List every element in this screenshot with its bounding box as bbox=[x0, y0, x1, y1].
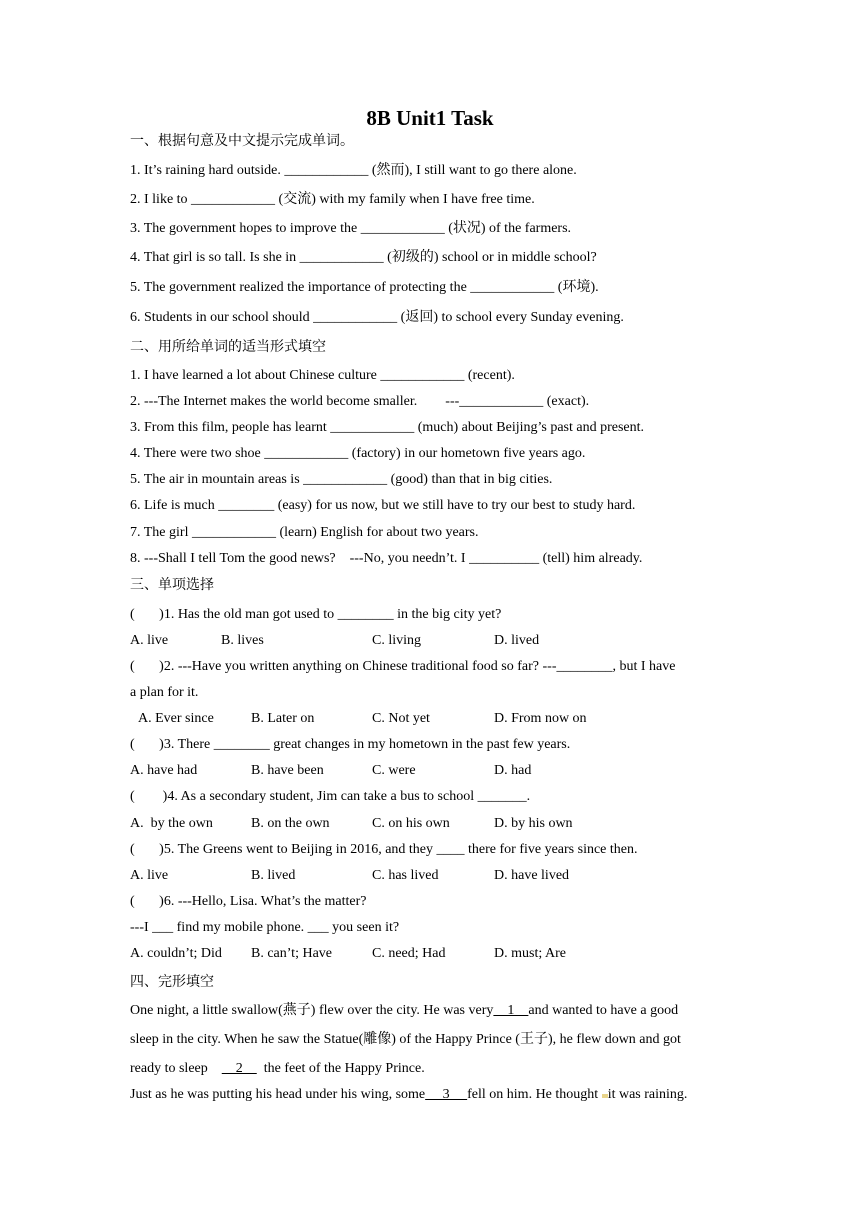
option-b: B. on the own bbox=[251, 816, 330, 831]
option-b: B. can’t; Have bbox=[251, 946, 332, 961]
blank-2: 2 bbox=[221, 1061, 257, 1076]
question-4-options bbox=[130, 814, 750, 834]
option-a: A. by the own bbox=[130, 816, 213, 831]
option-c: C. on his own bbox=[372, 816, 450, 831]
option-a: A. live bbox=[130, 633, 169, 648]
passage-text: the feet of the Happy Prince. bbox=[256, 1061, 425, 1076]
passage-text: ready to sleep bbox=[130, 1061, 222, 1076]
page-title: 8B Unit1 Task bbox=[366, 106, 494, 130]
option-c: C. has lived bbox=[372, 868, 439, 883]
passage-line-2: sleep in the city. When he saw the Statue(雕像) of the Happy Prince (王子), he flew down and got bbox=[130, 1032, 681, 1047]
section2-item-5: 5. The air in mountain areas is ____________ (good) than that in big cities. bbox=[130, 472, 553, 487]
section2-item-8: 8. ---Shall I tell Tom the good news? ---No, you needn’t. I __________ (tell) him already. bbox=[130, 551, 643, 566]
section1-item-5: 5. The government realized the importance of protecting the ____________ (环境). bbox=[130, 280, 599, 295]
question-2-stem-cont: a plan for it. bbox=[130, 685, 199, 700]
passage-text: and wanted to have a good bbox=[528, 1003, 679, 1018]
question-5-stem: ( )5. The Greens went to Beijing in 2016, and they ____ there for five years since then. bbox=[130, 842, 638, 857]
question-6-options bbox=[130, 944, 750, 964]
section1-item-3: 3. The government hopes to improve the ____________ (状况) of the farmers. bbox=[130, 221, 572, 236]
section1-item-1: 1. It’s raining hard outside. ____________ (然而), I still want to go there alone. bbox=[130, 163, 577, 178]
question-3-options bbox=[130, 761, 750, 781]
option-d: D. by his own bbox=[494, 816, 573, 831]
option-b: B. Later on bbox=[251, 711, 315, 726]
question-1-stem: ( )1. Has the old man got used to ________ in the big city yet? bbox=[130, 607, 502, 622]
option-b: B. lives bbox=[221, 633, 264, 648]
section1-item-2: 2. I like to ____________ (交流) with my family when I have free time. bbox=[130, 192, 535, 207]
option-d: D. lived bbox=[494, 633, 540, 648]
question-6-stem-cont: ---I ___ find my mobile phone. ___ you seen it? bbox=[130, 920, 400, 935]
section2-item-1: 1. I have learned a lot about Chinese culture ____________ (recent). bbox=[130, 368, 515, 383]
passage-text: Just as he was putting his head under his wing, some bbox=[130, 1087, 426, 1102]
section4-heading: 四、完形填空 bbox=[130, 974, 214, 990]
section2-heading: 二、用所给单词的适当形式填空 bbox=[130, 339, 326, 355]
option-b: B. have been bbox=[251, 763, 324, 778]
section2-item-2: 2. ---The Internet makes the world become smaller. ---____________ (exact). bbox=[130, 394, 590, 409]
option-a: A. Ever since bbox=[138, 711, 214, 726]
section1-item-4: 4. That girl is so tall. Is she in ____________ (初级的) school or in middle school? bbox=[130, 250, 597, 265]
option-d: D. have lived bbox=[494, 868, 570, 883]
question-6-stem: ( )6. ---Hello, Lisa. What’s the matter? bbox=[130, 894, 367, 909]
section2-item-4: 4. There were two shoe ____________ (factory) in our hometown five years ago. bbox=[130, 446, 586, 461]
passage-text: fell on him. He thought bbox=[467, 1087, 602, 1102]
question-2-stem: ( )2. ---Have you written anything on Chinese traditional food so far? ---________, but I have bbox=[130, 659, 676, 674]
option-a: A. couldn’t; Did bbox=[130, 946, 222, 961]
option-c: C. were bbox=[372, 763, 416, 778]
passage-line-1 bbox=[130, 1001, 678, 1021]
question-4-stem: ( )4. As a secondary student, Jim can take a bus to school _______. bbox=[130, 789, 531, 804]
section2-item-7: 7. The girl ____________ (learn) English for about two years. bbox=[130, 525, 479, 540]
option-d: D. From now on bbox=[494, 711, 587, 726]
question-5-options bbox=[130, 866, 750, 886]
section1-item-6: 6. Students in our school should ____________ (返回) to school every Sunday evening. bbox=[130, 310, 624, 325]
option-d: D. must; Are bbox=[494, 946, 566, 961]
option-c: C. Not yet bbox=[372, 711, 430, 726]
section2-item-3: 3. From this film, people has learnt ____________ (much) about Beijing’s past and present. bbox=[130, 420, 645, 435]
option-d: D. had bbox=[494, 763, 532, 778]
option-c: C. living bbox=[372, 633, 422, 648]
option-a: A. have had bbox=[130, 763, 198, 778]
option-c: C. need; Had bbox=[372, 946, 446, 961]
section1-heading: 一、根据句意及中文提示完成单词。 bbox=[130, 133, 354, 149]
question-3-stem: ( )3. There ________ great changes in my hometown in the past few years. bbox=[130, 737, 571, 752]
section2-item-6: 6. Life is much ________ (easy) for us now, but we still have to try our best to study hard. bbox=[130, 498, 636, 513]
passage-line-4 bbox=[130, 1085, 687, 1105]
section3-heading: 三、单项选择 bbox=[130, 577, 214, 593]
passage-line-3 bbox=[130, 1059, 425, 1079]
option-a: A. live bbox=[130, 868, 169, 883]
option-b: B. lived bbox=[251, 868, 296, 883]
passage-text: One night, a little swallow(燕子) flew over the city. He was very bbox=[130, 1003, 494, 1018]
passage-text: it was raining. bbox=[607, 1087, 688, 1102]
question-1-options bbox=[130, 631, 750, 651]
blank-3: 3 bbox=[425, 1087, 468, 1102]
blank-1: 1 bbox=[493, 1003, 529, 1018]
question-2-options bbox=[130, 709, 750, 729]
